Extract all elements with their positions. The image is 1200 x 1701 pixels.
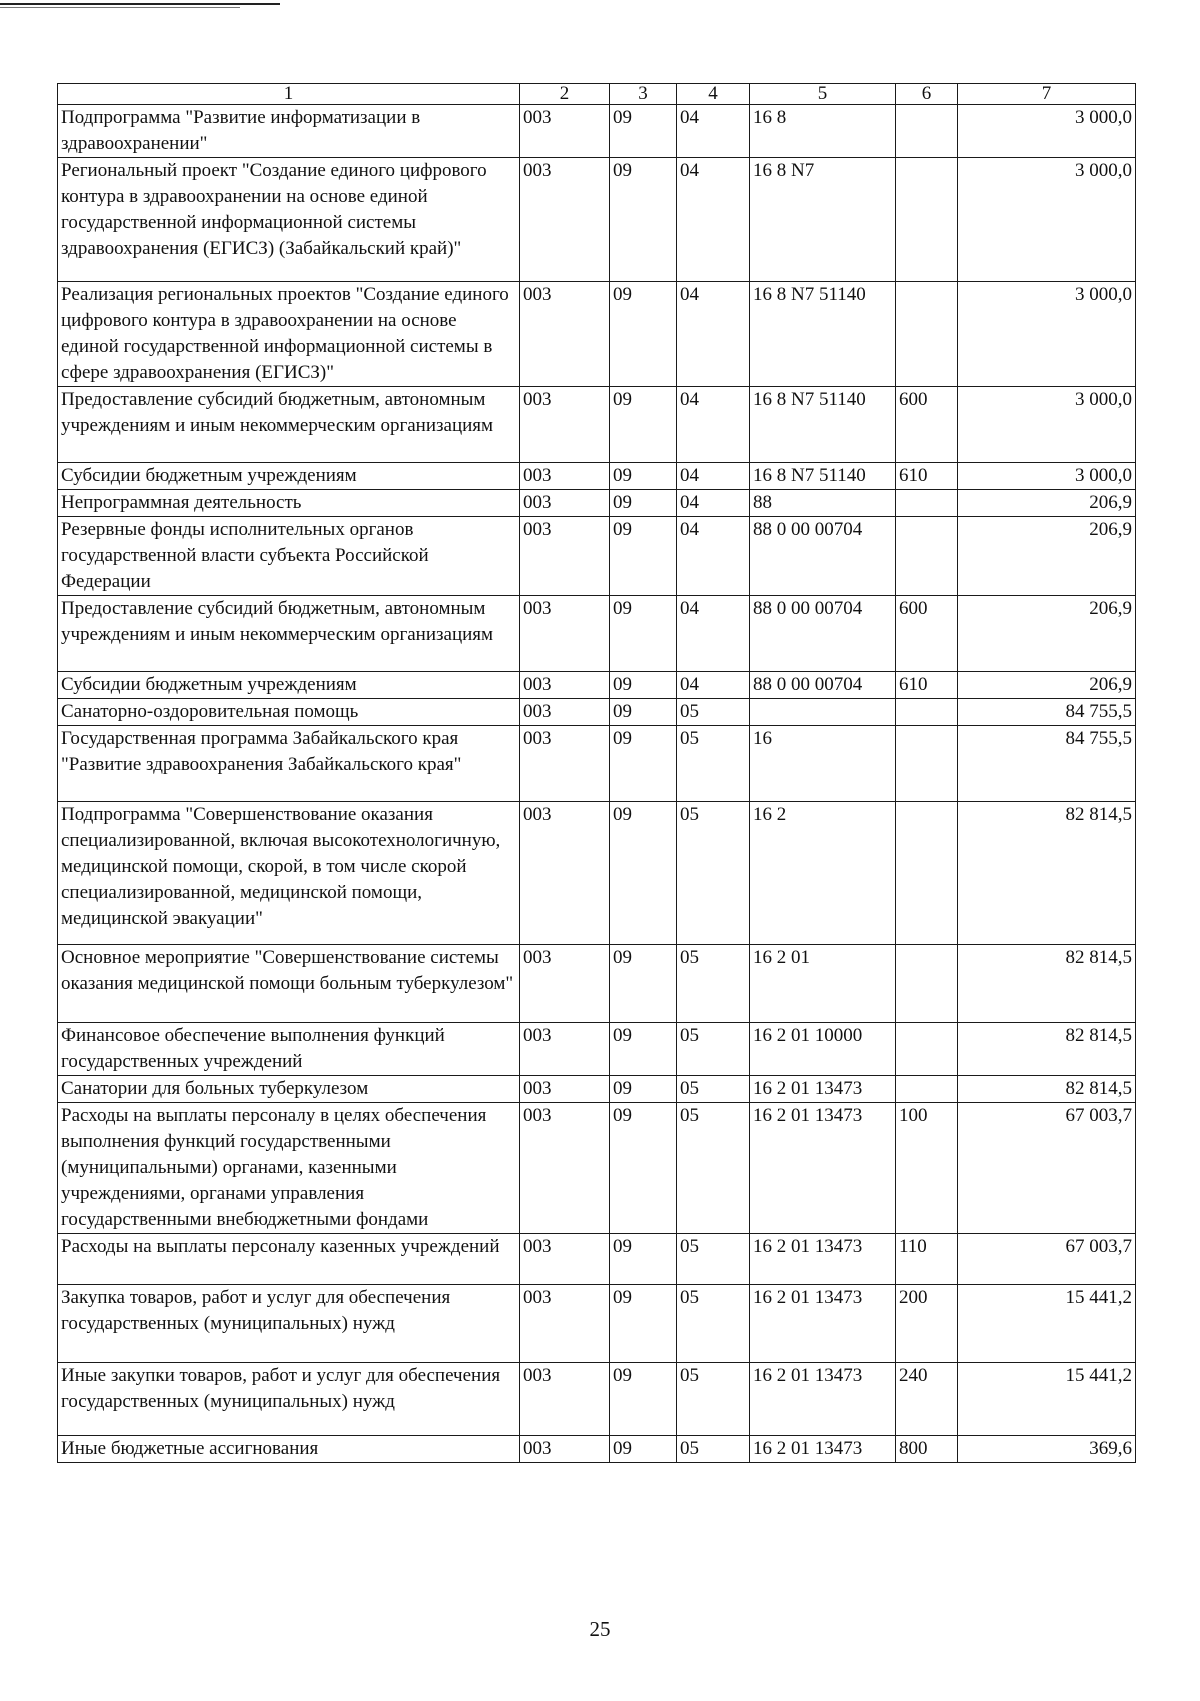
ministry-code: 003 — [520, 802, 610, 945]
section-code: 09 — [610, 1285, 677, 1363]
row-name: Государственная программа Забайкальского края "Развитие здравоохранения Забайкальского края" — [58, 726, 520, 802]
top-rule-thin — [0, 7, 240, 8]
top-rule — [0, 3, 280, 5]
expense-type-code: 200 — [896, 1285, 958, 1363]
amount-value: 84 755,5 — [958, 699, 1136, 726]
ministry-code: 003 — [520, 699, 610, 726]
expense-type-code: 600 — [896, 387, 958, 463]
subsection-code: 04 — [677, 387, 750, 463]
expense-type-code — [896, 802, 958, 945]
target-article-code: 16 8 N7 51140 — [750, 387, 896, 463]
ministry-code: 003 — [520, 158, 610, 282]
amount-value: 67 003,7 — [958, 1234, 1136, 1285]
amount-value: 84 755,5 — [958, 726, 1136, 802]
ministry-code: 003 — [520, 1363, 610, 1436]
row-name: Иные закупки товаров, работ и услуг для обеспечения государственных (муниципальных) нужд — [58, 1363, 520, 1436]
section-code: 09 — [610, 1363, 677, 1436]
amount-value: 82 814,5 — [958, 1076, 1136, 1103]
table-body — [58, 105, 1136, 1463]
subsection-code: 05 — [677, 945, 750, 1023]
amount-value: 369,6 — [958, 1436, 1136, 1463]
table-row — [58, 672, 1136, 699]
expense-type-code — [896, 158, 958, 282]
section-code: 09 — [610, 105, 677, 158]
table-row — [58, 387, 1136, 463]
table-row — [58, 282, 1136, 387]
row-name: Предоставление субсидий бюджетным, автономным учреждениям и иным некоммерческим организациям — [58, 596, 520, 672]
expense-type-code — [896, 490, 958, 517]
expense-type-code: 610 — [896, 463, 958, 490]
section-code: 09 — [610, 158, 677, 282]
row-name: Предоставление субсидий бюджетным, автономным учреждениям и иным некоммерческим организациям — [58, 387, 520, 463]
subsection-code: 05 — [677, 1023, 750, 1076]
amount-value: 15 441,2 — [958, 1285, 1136, 1363]
subsection-code: 05 — [677, 1234, 750, 1285]
section-code: 09 — [610, 596, 677, 672]
ministry-code: 003 — [520, 282, 610, 387]
target-article-code: 16 2 01 10000 — [750, 1023, 896, 1076]
table-row — [58, 1076, 1136, 1103]
expense-type-code: 110 — [896, 1234, 958, 1285]
row-name: Подпрограмма "Совершенствование оказания специализированной, включая высокотехнологичную, медицинской помощи, скорой, в том числе скорой специализированной, медицинской помощи, медицинской эвакуации" — [58, 802, 520, 945]
amount-value: 82 814,5 — [958, 945, 1136, 1023]
target-article-code: 16 2 — [750, 802, 896, 945]
target-article-code: 16 8 — [750, 105, 896, 158]
column-header: 3 — [610, 84, 677, 105]
section-code: 09 — [610, 463, 677, 490]
table-row — [58, 1103, 1136, 1234]
header-row — [58, 84, 1136, 105]
subsection-code: 05 — [677, 802, 750, 945]
section-code: 09 — [610, 699, 677, 726]
table-row — [58, 945, 1136, 1023]
subsection-code: 04 — [677, 158, 750, 282]
expense-type-code — [896, 945, 958, 1023]
section-code: 09 — [610, 490, 677, 517]
ministry-code: 003 — [520, 1023, 610, 1076]
row-name: Подпрограмма "Развитие информатизации в здравоохранении" — [58, 105, 520, 158]
expense-type-code — [896, 699, 958, 726]
ministry-code: 003 — [520, 517, 610, 596]
amount-value: 67 003,7 — [958, 1103, 1136, 1234]
row-name: Реализация региональных проектов "Создание единого цифрового контура в здравоохранении на основе единой государственной информационной системы в сфере здравоохранения (ЕГИСЗ)" — [58, 282, 520, 387]
ministry-code: 003 — [520, 1076, 610, 1103]
budget-table — [57, 83, 1136, 1463]
section-code: 09 — [610, 945, 677, 1023]
amount-value: 3 000,0 — [958, 387, 1136, 463]
target-article-code: 88 0 00 00704 — [750, 672, 896, 699]
ministry-code: 003 — [520, 463, 610, 490]
target-article-code: 16 8 N7 — [750, 158, 896, 282]
section-code: 09 — [610, 1436, 677, 1463]
amount-value: 206,9 — [958, 490, 1136, 517]
expense-type-code — [896, 282, 958, 387]
row-name: Региональный проект "Создание единого цифрового контура в здравоохранении на основе единой государственной информационной системы здравоохранения (ЕГИСЗ) (Забайкальский край)" — [58, 158, 520, 282]
ministry-code: 003 — [520, 596, 610, 672]
amount-value: 206,9 — [958, 596, 1136, 672]
section-code: 09 — [610, 802, 677, 945]
amount-value: 3 000,0 — [958, 282, 1136, 387]
row-name: Иные бюджетные ассигнования — [58, 1436, 520, 1463]
target-article-code: 16 2 01 13473 — [750, 1436, 896, 1463]
target-article-code: 16 2 01 13473 — [750, 1076, 896, 1103]
amount-value: 15 441,2 — [958, 1363, 1136, 1436]
expense-type-code: 800 — [896, 1436, 958, 1463]
target-article-code: 16 8 N7 51140 — [750, 463, 896, 490]
ministry-code: 003 — [520, 945, 610, 1023]
column-header: 6 — [896, 84, 958, 105]
column-header: 7 — [958, 84, 1136, 105]
target-article-code: 16 — [750, 726, 896, 802]
target-article-code: 16 2 01 13473 — [750, 1285, 896, 1363]
target-article-code: 88 0 00 00704 — [750, 596, 896, 672]
subsection-code: 04 — [677, 672, 750, 699]
section-code: 09 — [610, 1023, 677, 1076]
amount-value: 82 814,5 — [958, 1023, 1136, 1076]
table-row — [58, 1285, 1136, 1363]
table-row — [58, 463, 1136, 490]
target-article-code: 16 2 01 13473 — [750, 1103, 896, 1234]
table-row — [58, 699, 1136, 726]
target-article-code: 88 — [750, 490, 896, 517]
column-header: 1 — [58, 84, 520, 105]
section-code: 09 — [610, 672, 677, 699]
ministry-code: 003 — [520, 726, 610, 802]
subsection-code: 05 — [677, 1436, 750, 1463]
table-row — [58, 1234, 1136, 1285]
expense-type-code — [896, 1023, 958, 1076]
amount-value: 3 000,0 — [958, 158, 1136, 282]
ministry-code: 003 — [520, 672, 610, 699]
page-number: 25 — [589, 1617, 611, 1641]
table-row — [58, 105, 1136, 158]
section-code: 09 — [610, 1234, 677, 1285]
expense-type-code — [896, 517, 958, 596]
ministry-code: 003 — [520, 1285, 610, 1363]
ministry-code: 003 — [520, 387, 610, 463]
subsection-code: 04 — [677, 282, 750, 387]
ministry-code: 003 — [520, 1234, 610, 1285]
section-code: 09 — [610, 282, 677, 387]
ministry-code: 003 — [520, 490, 610, 517]
row-name: Санаторно-оздоровительная помощь — [58, 699, 520, 726]
target-article-code: 16 8 N7 51140 — [750, 282, 896, 387]
subsection-code: 05 — [677, 726, 750, 802]
row-name: Субсидии бюджетным учреждениям — [58, 672, 520, 699]
subsection-code: 04 — [677, 490, 750, 517]
row-name: Финансовое обеспечение выполнения функций государственных учреждений — [58, 1023, 520, 1076]
section-code: 09 — [610, 387, 677, 463]
amount-value: 206,9 — [958, 672, 1136, 699]
subsection-code: 05 — [677, 1103, 750, 1234]
ministry-code: 003 — [520, 105, 610, 158]
subsection-code: 05 — [677, 1076, 750, 1103]
subsection-code: 04 — [677, 463, 750, 490]
row-name: Непрограммная деятельность — [58, 490, 520, 517]
amount-value: 206,9 — [958, 517, 1136, 596]
expense-type-code: 240 — [896, 1363, 958, 1436]
row-name: Субсидии бюджетным учреждениям — [58, 463, 520, 490]
ministry-code: 003 — [520, 1436, 610, 1463]
subsection-code: 05 — [677, 699, 750, 726]
table-row — [58, 1023, 1136, 1076]
expense-type-code — [896, 105, 958, 158]
table-row — [58, 1363, 1136, 1436]
target-article-code: 88 0 00 00704 — [750, 517, 896, 596]
subsection-code: 04 — [677, 105, 750, 158]
target-article-code: 16 2 01 13473 — [750, 1234, 896, 1285]
table-row — [58, 517, 1136, 596]
expense-type-code — [896, 1076, 958, 1103]
column-header: 5 — [750, 84, 896, 105]
subsection-code: 04 — [677, 517, 750, 596]
amount-value: 82 814,5 — [958, 802, 1136, 945]
amount-value: 3 000,0 — [958, 463, 1136, 490]
section-code: 09 — [610, 517, 677, 596]
ministry-code: 003 — [520, 1103, 610, 1234]
column-header: 2 — [520, 84, 610, 105]
row-name: Основное мероприятие "Совершенствование системы оказания медицинской помощи больным туберкулезом" — [58, 945, 520, 1023]
table-row — [58, 596, 1136, 672]
table-row — [58, 802, 1136, 945]
expense-type-code: 600 — [896, 596, 958, 672]
target-article-code — [750, 699, 896, 726]
table-row — [58, 158, 1136, 282]
section-code: 09 — [610, 726, 677, 802]
target-article-code: 16 2 01 13473 — [750, 1363, 896, 1436]
table-row — [58, 1436, 1136, 1463]
section-code: 09 — [610, 1076, 677, 1103]
table-row — [58, 490, 1136, 517]
target-article-code: 16 2 01 — [750, 945, 896, 1023]
section-code: 09 — [610, 1103, 677, 1234]
row-name: Расходы на выплаты персоналу казенных учреждений — [58, 1234, 520, 1285]
amount-value: 3 000,0 — [958, 105, 1136, 158]
row-name: Санатории для больных туберкулезом — [58, 1076, 520, 1103]
expense-type-code — [896, 726, 958, 802]
row-name: Расходы на выплаты персоналу в целях обеспечения выполнения функций государственными (муниципальными) органами, казенными учреждениями, органами управления государственными внебюджетными фондами — [58, 1103, 520, 1234]
column-header: 4 — [677, 84, 750, 105]
subsection-code: 05 — [677, 1285, 750, 1363]
expense-type-code: 610 — [896, 672, 958, 699]
row-name: Закупка товаров, работ и услуг для обеспечения государственных (муниципальных) нужд — [58, 1285, 520, 1363]
expense-type-code: 100 — [896, 1103, 958, 1234]
table-row — [58, 726, 1136, 802]
row-name: Резервные фонды исполнительных органов государственной власти субъекта Российской Федерации — [58, 517, 520, 596]
subsection-code: 05 — [677, 1363, 750, 1436]
subsection-code: 04 — [677, 596, 750, 672]
